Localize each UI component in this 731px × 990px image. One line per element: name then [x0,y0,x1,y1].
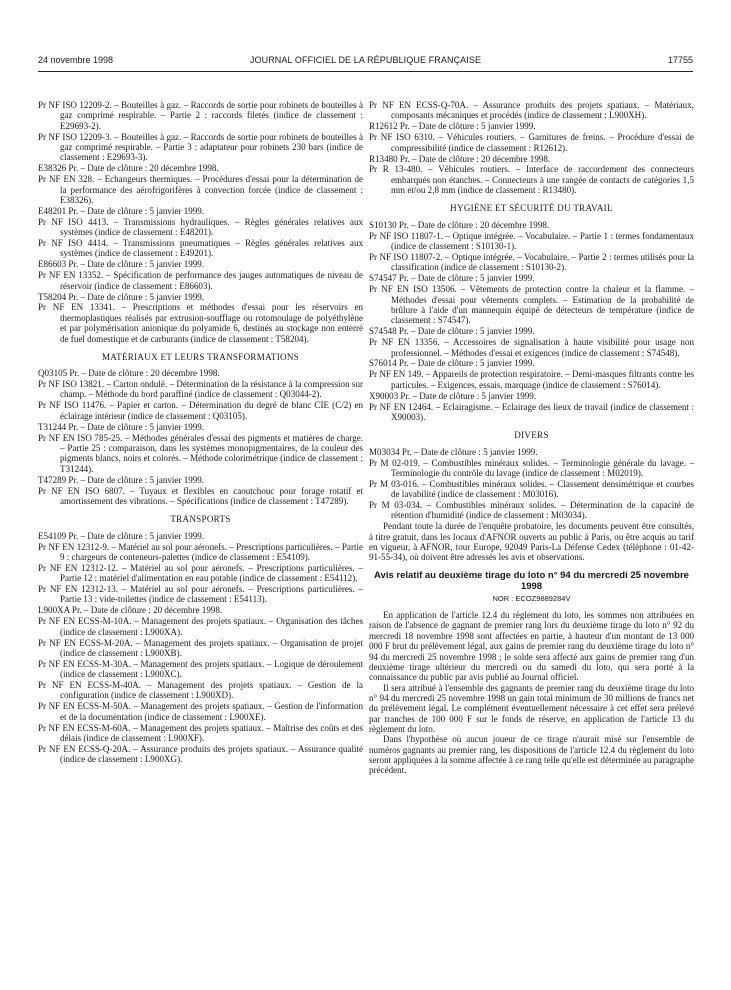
standard-entry: Pr NF ISO 6310. – Véhicules routiers. – Garnitures de freins. – Procédure d'essai de compressibilité (indice de classement : R12612). [369,132,694,153]
standard-entry: Pr NF ISO 13821. – Carton ondulé. – Détermination de la résistance à la compression sur champ. – Méthode du bord paraffiné (indice de classement : Q03044-2). [38,379,363,400]
nor-reference: NOR : ECOZ9889284V [492,593,571,603]
closing-date-entry: L900XA Pr. – Date de clôture : 20 décembre 1998. [38,605,223,616]
closing-date-entry: E54109 Pr. – Date de clôture : 5 janvier 1999. [38,530,205,541]
standard-entry: Pr NF ISO 11476. – Papier et carton. – Détermination du degré de blanc CIE (C/2) en éclairage intérieur (indice de classement : Q03105). [38,400,363,421]
standard-entry: Pr NF EN 12312-12. – Matériel au sol pour aéronefs. – Prescriptions particulières. – Partie 12 : matériel d'alimentation en eau potable (indice de classement : E54112). [38,562,363,584]
standard-entry: Pr NF EN ECSS-M-10A. – Management des projets spatiaux. – Organisation des tâches (indice de classement : L900XA). [38,616,363,637]
section-heading: TRANSPORTS [170,514,231,525]
standard-entry: Pr NF EN ECSS-M-40A. – Management des projets spatiaux. – Gestion de la configuration (indice de classement : L900XD). [38,680,363,701]
paragraph: Pendant toute la durée de l'enquête probatoire, les documents peuvent être consultés, à titre gratuit, dans les locaux d'AFNOR ouverts au public à Paris, ou être acquis au tarif en vigueur, à AFNOR, tour Europe, 92049 Paris-La Défense Cedex (téléphone : 01-42-91-55-34), où doivent être adressés les avis et observations. [369,521,694,563]
standard-entry: Pr NF EN ECSS-M-50A. – Management des projets spatiaux. – Gestion de l'information et de la documentation (indice de classement : L900XE). [38,701,363,722]
closing-date-entry: R13480 Pr. – Date de clôture : 20 décembre 1998. [369,153,551,164]
header-rule [38,71,693,72]
standard-entry: Pr NF EN ECSS-M-60A. – Management des projets spatiaux. – Maîtrise des coûts et des délais (indice de classement : L900XF). [38,722,363,744]
standard-entry: Pr NF EN ECSS-M-30A. – Management des projets spatiaux. – Logique de déroulement (indice de classement : L900XC). [38,658,363,680]
notice-title: Avis relatif au deuxième tirage du loto n° 94 du mercredi 25 novembre 1998 [374,569,689,592]
paragraph: Il sera attribué à l'ensemble des gagnants de premier rang du deuxième tirage du loto n° 94 du mercredi 25 novembre 1998 un gain total minimum de 30 millions de francs net du prélèvement légal. Le complément éventuellement nécessaire à cet effet sera prélevé par tranches de 100 000 F sur le fonds de réserve, en application de l'article 13 du règlement du loto. [369,682,694,734]
closing-date-entry: E38326 Pr. – Date de clôture : 20 décembre 1998. [38,163,219,174]
closing-date-entry: T58204 Pr. – Date de clôture : 5 janvier 1999. [38,291,205,302]
standard-entry: Pr NF EN 328. – Echangeurs thermiques. – Procédures d'essai pour la détermination de la performance des aérofrigorifères à convection forcée (indice de classement : E38326). [38,174,363,205]
closing-date-entry: S74548 Pr. – Date de clôture : 5 janvier 1999. [369,326,535,337]
standard-entry: Pr M 03-016. – Combustibles minéraux solides. – Classement densimétrique et courbes de lavabilité (indice de classement : M03016). [369,478,694,500]
left-column [38,100,363,765]
closing-date-entry: S74547 Pr. – Date de clôture : 5 janvier 1999. [369,273,535,284]
section-heading: MATÉRIAUX ET LEURS TRANSFORMATIONS [101,351,300,362]
standard-entry: Pr NF EN ECSS-M-20A. – Management des projets spatiaux. – Organisation de projet (indice de classement : L900XB). [38,637,363,658]
right-column [369,100,694,776]
page-header [38,55,693,69]
standard-entry: Pr NF EN 12312-9. – Matériel au sol pour aéronefs. – Prescriptions particulières. – Partie 9 : chargeurs de conteneurs-palettes (indice de classement : E54109). [38,541,363,562]
standard-entry: Pr NF EN ECSS-Q-70A. – Assurance produits des projets spatiaux. – Matériaux, composants mécaniques et procédés (indice de classement : L900XH). [369,100,694,121]
closing-date-entry: T31244 Pr. – Date de clôture : 5 janvier 1999. [38,421,205,432]
standard-entry: Pr NF EN 13352. – Spécification de performance des jauges automatiques de niveau de réservoir (indice de classement : E86603). [38,270,363,291]
closing-date-entry: R12612 Pr. – Date de clôture : 5 janvier 1999. [369,121,536,132]
closing-date-entry: M03034 Pr. – Date de clôture : 5 janvier 1999. [369,446,538,457]
closing-date-entry: S76014 Pr. – Date de clôture : 5 janvier 1999. [369,358,535,369]
standard-entry: Pr NF EN 12464. – Eclairagisme. – Eclairage des lieux de travail (indice de classement : X90003). [369,401,694,422]
closing-date-entry: E86603 Pr. – Date de clôture : 5 janvier 1999. [38,259,205,270]
closing-date-entry: S10130 Pr. – Date de clôture : 20 décembre 1998. [369,219,550,230]
section-heading: DIVERS [514,430,549,441]
standard-entry: Pr NF ISO 12209-2. – Bouteilles à gaz. – Raccords de sortie pour robinets de bouteilles à gaz comprimé respirable. – Partie 2 : raccords filetés (indice de classement : E29693-2). [38,100,363,131]
standard-entry: Pr NF ISO 4413. – Transmissions hydrauliques. – Règles générales relatives aux systèmes (indice de classement : E48201). [38,216,363,238]
standard-entry: Pr M 03-034. – Combustibles minéraux solides. – Détermination de la capacité de rétention d'humidité (indice de classement : M03034). [369,500,694,521]
standard-entry: Pr NF EN 13341. – Prescriptions et méthodes d'essai pour les réservoirs en thermoplastiques réalisés par extrusion-soufflage ou rotomoulage de polyéthylène et par polymérisation anionique du polyamide 6, destinés au stockage non enterré de fuel domestique et de carburants (indice de classement : T58204). [38,302,363,344]
paragraph: En application de l'article 12.4 du règlement du loto, les sommes non attribuées en raison de l'absence de gagnant de premier rang lors du deuxième tirage du loto n° 92 du mercredi 18 novembre 1998 sont affectées en partie, à hauteur d'un montant de 13 000 000 F brut du prélèvement légal, aux gains de premier rang du deuxième tirage du loto n° 94 du mercredi 25 novembre 1998 ; le solde sera affecté aux gains de premier rang d'un deuxième tirage ultérieur du mercredi ou du samedi du loto, qui sera porté à la connaissance du public par avis publié au Journal officiel. [369,610,694,683]
standard-entry: Pr NF EN ISO 13506. – Vêtements de protection contre la chaleur et la flamme. – Méthodes d'essai pour vêtements complets. – Estimation de la probabilité de brûlure à l'aide d'un mannequin équipé de détecteurs de température (indice de classement : S74547). [369,284,694,326]
closing-date-entry: X90003 Pr. – Date de clôture : 5 janvier 1999. [369,390,537,401]
standard-entry: Pr M 02-019. – Combustibles minéraux solides. – Terminologie générale du lavage. – Terminologie du contrôle du lavage (indice de classement : M02019). [369,457,694,478]
page-number: 17755 [667,55,693,65]
section-heading: HYGIÈNE ET SÉCURITÉ DU TRAVAIL [450,203,613,214]
journal-title: JOURNAL OFFICIEL DE LA RÉPUBLIQUE FRANÇAISE [249,55,482,65]
standard-entry: Pr NF ISO 11807-1. – Optique intégrée. – Vocabulaire. – Partie 1 : termes fondamentaux (indice de classement : S10130-1). [369,230,694,252]
standard-entry: Pr NF ISO 11807-2. – Optique intégrée. – Vocabulaire. – Partie 2 : termes utilisés pour la classification (indice de classement : S10130-2). [369,252,694,273]
closing-date-entry: Q03105 Pr. – Date de clôture : 20 décembre 1998. [38,368,220,379]
standard-entry: Pr NF EN 149. – Appareils de protection respiratoire. – Demi-masques filtrants contre les particules. – Exigences, essais, marquage (indice de classement : S76014). [369,369,694,390]
paragraph: Dans l'hypothèse où aucun joueur de ce tirage n'aurait misé sur l'ensemble de numéros gagnants au premier rang, les dispositions de l'article 12.4 du règlement du loto seront appliquées à la somme affectée à ce rang telle qu'elle est déterminée au paragraphe précédent. [369,734,694,776]
standard-entry: Pr R 13-480. – Véhicules routiers. – Interface de raccordement des connecteurs embarqués non étanches. – Connecteurs à une rangée de contacts de catégories 1,5 mm et/ou 2,8 mm (indice de classement : R13480). [369,164,694,196]
standard-entry: Pr NF EN 12312-13. – Matériel au sol pour aéronefs. – Prescriptions particulières. – Partie 13 : vide-toilettes (indice de classement : E54113). [38,584,363,605]
standard-entry: Pr NF ISO 12209-3. – Bouteilles à gaz. – Raccords de sortie pour robinets de bouteilles à gaz comprimé respirable. – Partie 3 : adaptateur pour robinets 230 bars (indice de classement : E29693-3). [38,131,363,163]
standard-entry: Pr NF EN ECSS-Q-20A. – Assurance produits des projets spatiaux. – Assurance qualité (indice de classement : L900XG). [38,743,363,765]
standard-entry: Pr NF ISO 4414. – Transmissions pneumatiques – Règles générales relatives aux systèmes (indice de classement : E49201). [38,238,363,259]
standard-entry: Pr NF EN 13356. – Accessoires de signalisation à haute visibilité pour usage non professionnel. – Méthodes d'essai et exigences (indice de classement : S74548). [369,337,694,358]
closing-date-entry: E48201 Pr. – Date de clôture : 5 janvier 1999. [38,205,205,216]
issue-date: 24 novembre 1998 [38,55,114,65]
standard-entry: Pr NF EN ISO 785-25. – Méthodes générales d'essai des pigments et matières de charge. – Partie 25 : comparaison, dans les systèmes monopigmentaires, de la couleur des pigments blancs, noirs et colorés. – Méthode colorimétrique (indice de classement : T31244). [38,432,363,474]
closing-date-entry: T47289 Pr. – Date de clôture : 5 janvier 1999. [38,474,205,485]
standard-entry: Pr NF EN ISO 6807. – Tuyaux et flexibles en caoutchouc pour forage rotatif et amortissement des vibrations. – Spécifications (indice de classement : T47289). [38,485,363,506]
